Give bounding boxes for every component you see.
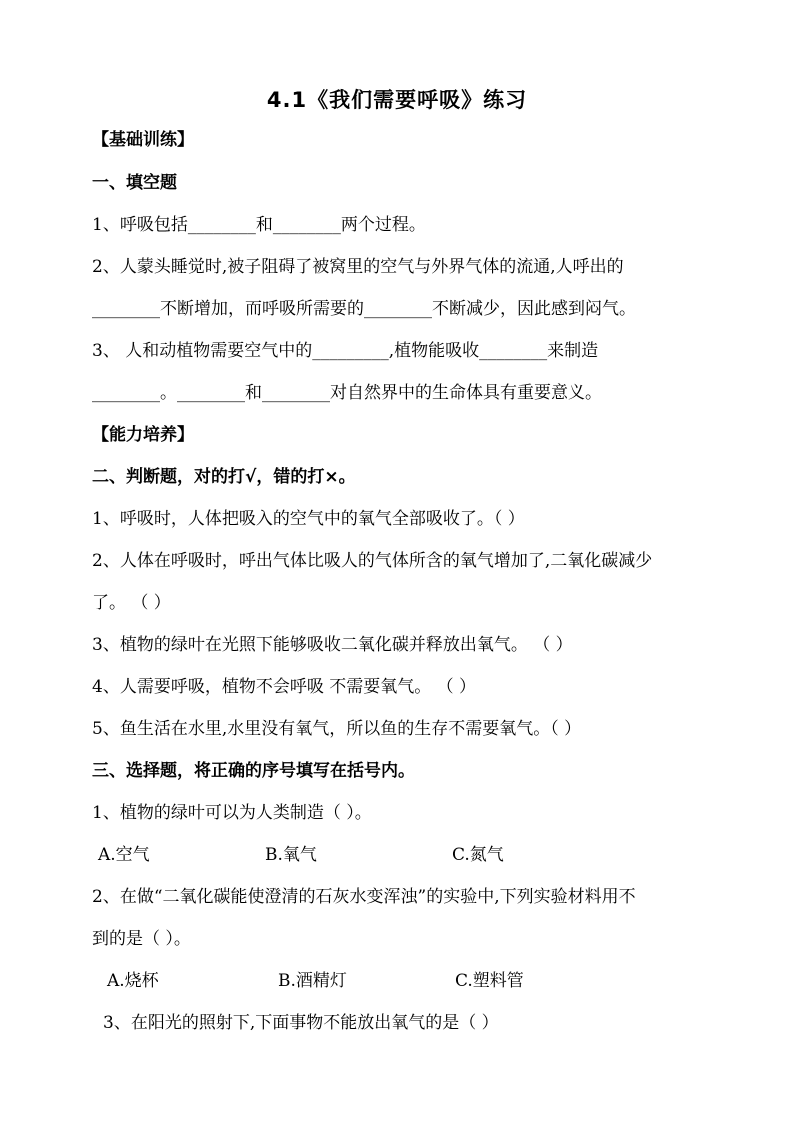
judge-question-1: 1、呼吸时，人体把吸入的空气中的氧气全部吸收了。（ ） bbox=[92, 509, 525, 529]
judge-question-5: 5、鱼生活在水里,水里没有氧气，所以鱼的生存不需要氧气。（ ） bbox=[92, 719, 582, 739]
fill-question-3-line-2: ________。________和________对自然界中的生命体具有重要意义。 bbox=[92, 383, 602, 403]
choice-2-option-c: C.塑料管 bbox=[455, 971, 524, 991]
fill-question-2-line-1: 2、人蒙头睡觉时,被子阻碍了被窝里的空气与外界气体的流通,人呼出的 bbox=[92, 257, 624, 277]
fill-question-2-line-2: ________不断增加，而呼吸所需要的________不断减少，因此感到闷气。 bbox=[92, 299, 636, 319]
section-basic-training: 【基础训练】 bbox=[92, 130, 194, 150]
fill-question-1: 1、呼吸包括________和________两个过程。 bbox=[92, 215, 426, 235]
section-ability-training: 【能力培养】 bbox=[92, 425, 194, 445]
choice-1-option-a: A.空气 bbox=[98, 845, 150, 865]
choice-2-option-b: B.酒精灯 bbox=[278, 971, 347, 991]
judge-question-3: 3、植物的绿叶在光照下能够吸收二氧化碳并释放出氧气。 （ ） bbox=[92, 635, 573, 655]
choice-question-1: 1、植物的绿叶可以为人类制造（ ）。 bbox=[92, 803, 372, 823]
fill-question-3-line-1: 3、 人和动植物需要空气中的_________,植物能吸收________来制造 bbox=[92, 341, 599, 361]
choice-heading: 三、选择题，将正确的序号填写在括号内。 bbox=[92, 761, 415, 781]
choice-1-option-b: B.氧气 bbox=[265, 845, 317, 865]
judge-question-2-line-1: 2、人体在呼吸时，呼出气体比吸人的气体所含的氧气增加了,二氧化碳减少 bbox=[92, 551, 653, 571]
choice-question-3: 3、在阳光的照射下,下面事物不能放出氧气的是（ ） bbox=[103, 1013, 499, 1033]
choice-question-2-line-2: 到的是（ ）。 bbox=[92, 929, 191, 949]
choice-2-option-a: A.烧杯 bbox=[107, 971, 159, 991]
fill-blank-heading: 一、填空题 bbox=[92, 173, 177, 193]
choice-question-2-line-1: 2、在做“二氧化碳能使澄清的石灰水变浑浊”的实验中,下列实验材料用不 bbox=[92, 887, 636, 907]
judge-question-2-line-2: 了。 （ ） bbox=[92, 593, 171, 613]
judge-question-4: 4、人需要呼吸，植物不会呼吸 不需要氧气。 （ ） bbox=[92, 677, 477, 697]
judge-heading: 二、判断题，对的打√，错的打×。 bbox=[92, 467, 356, 487]
page-title: 4.1《我们需要呼吸》练习 bbox=[266, 88, 528, 112]
choice-1-option-c: C.氮气 bbox=[452, 845, 504, 865]
